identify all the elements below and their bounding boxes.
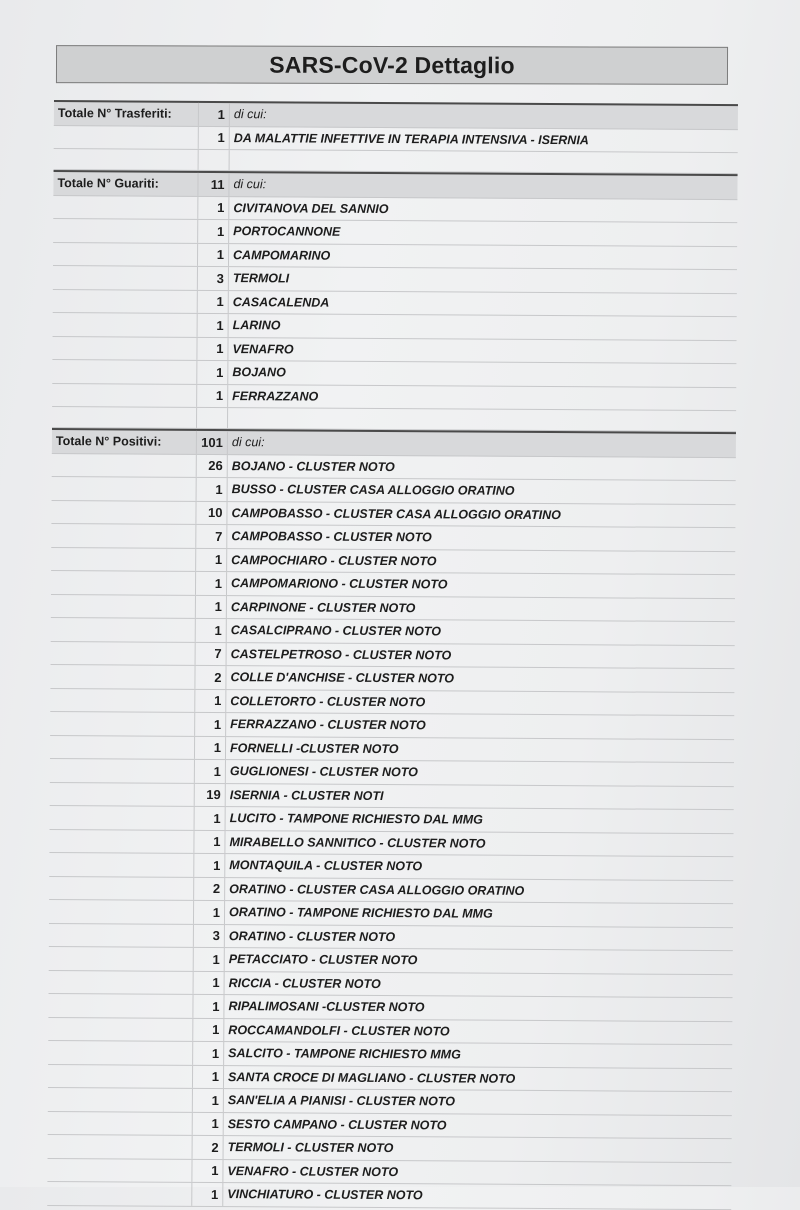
item-count: 2 <box>212 881 221 897</box>
item-description: CIVITANOVA DEL SANNIO <box>228 197 737 223</box>
empty-label-cell <box>52 383 197 406</box>
item-count: 1 <box>212 1022 220 1038</box>
item-count: 1 <box>213 740 222 756</box>
item-description: VINCHIATURO - CLUSTER NOTO <box>222 1183 731 1209</box>
empty-label-cell <box>53 313 198 336</box>
empty-label-cell <box>49 900 194 923</box>
empty-label-cell <box>48 994 193 1017</box>
empty-label-cell <box>48 1064 193 1087</box>
item-description: CASTELPETROSO - CLUSTER NOTO <box>226 643 735 669</box>
empty-label-cell <box>50 806 195 829</box>
item-description: TERMOLI - CLUSTER NOTO <box>223 1136 732 1162</box>
empty-label-cell <box>49 876 194 899</box>
item-description: SAN'ELIA A PIANISI - CLUSTER NOTO <box>223 1089 732 1115</box>
item-count: 1 <box>213 857 221 873</box>
item-count: 3 <box>216 270 224 286</box>
item-count: 1 <box>216 317 224 333</box>
empty-label-cell <box>49 829 194 852</box>
empty-label-cell <box>51 500 196 523</box>
item-description: CAMPOMARIONO - CLUSTER NOTO <box>226 572 735 598</box>
item-count: 1 <box>215 388 224 404</box>
item-description: CARPINONE - CLUSTER NOTO <box>226 596 735 622</box>
item-description: FORNELLI -CLUSTER NOTO <box>225 737 734 763</box>
page-title: SARS-CoV-2 Dettaglio <box>56 45 728 85</box>
empty-label-cell <box>48 1111 193 1134</box>
empty-text-cell <box>229 150 738 173</box>
empty-label-cell <box>51 571 196 594</box>
item-description: RICCIA - CLUSTER NOTO <box>224 972 733 998</box>
empty-label-cell <box>52 453 197 476</box>
item-description: PORTOCANNONE <box>228 220 737 246</box>
item-description: COLLETORTO - CLUSTER NOTO <box>225 690 734 716</box>
table-row <box>47 1182 731 1210</box>
empty-label-cell <box>51 524 196 547</box>
empty-label-cell <box>48 1135 193 1158</box>
detail-table <box>47 100 738 1210</box>
empty-label-cell <box>53 195 198 218</box>
item-count: 1 <box>211 1092 219 1108</box>
item-description: ORATINO - CLUSTER CASA ALLOGGIO ORATINO <box>224 878 733 904</box>
empty-label-cell <box>51 594 196 617</box>
item-description: CASACALENDA <box>228 291 737 317</box>
empty-label-cell <box>49 923 194 946</box>
empty-text-cell <box>227 408 736 431</box>
empty-label-cell <box>50 782 195 805</box>
section-label: Totale N° Guariti: <box>53 172 198 195</box>
empty-label-cell <box>50 735 195 758</box>
empty-label-cell <box>47 1182 192 1205</box>
item-count: 1 <box>214 693 222 709</box>
item-description: CAMPOCHIARO - CLUSTER NOTO <box>226 549 735 575</box>
item-description: CASALCIPRANO - CLUSTER NOTO <box>226 619 735 645</box>
item-description: SANTA CROCE DI MAGLIANO - CLUSTER NOTO <box>223 1066 732 1092</box>
item-count: 1 <box>212 975 220 991</box>
item-count: 1 <box>214 622 222 638</box>
item-description: FERRAZZANO <box>227 385 736 411</box>
item-description: DA MALATTIE INFETTIVE IN TERAPIA INTENSIVA - ISERNIA <box>229 127 738 153</box>
section-total-note: di cui: <box>227 431 736 457</box>
item-description: LARINO <box>228 314 737 340</box>
item-count: 1 <box>216 247 225 263</box>
item-description: SALCITO - TAMPONE RICHIESTO MMG <box>223 1042 732 1068</box>
item-count: 1 <box>216 294 224 310</box>
empty-label-cell <box>50 759 195 782</box>
item-description: MONTAQUILA - CLUSTER NOTO <box>224 854 733 880</box>
empty-label-cell <box>48 1041 193 1064</box>
empty-label-cell <box>50 712 195 735</box>
section-total: 11 <box>210 176 225 192</box>
empty-label-cell <box>53 289 198 312</box>
empty-label-cell <box>48 1017 193 1040</box>
empty-label-cell <box>53 219 198 242</box>
item-description: CAMPOMARINO <box>228 244 737 270</box>
empty-label-cell <box>51 547 196 570</box>
item-count: 1 <box>217 200 225 216</box>
item-description: ISERNIA - CLUSTER NOTI <box>225 784 734 810</box>
item-description: FERRAZZANO - CLUSTER NOTO <box>225 713 734 739</box>
item-count: 1 <box>211 1045 220 1061</box>
item-count: 7 <box>214 646 222 662</box>
item-count: 1 <box>217 130 225 146</box>
empty-label-cell <box>47 1158 192 1181</box>
empty-count-cell <box>197 408 227 428</box>
item-description: ORATINO - CLUSTER NOTO <box>224 925 733 951</box>
item-description: ROCCAMANDOLFI - CLUSTER NOTO <box>223 1019 732 1045</box>
item-count: 2 <box>211 1139 219 1155</box>
item-count: 1 <box>213 810 221 826</box>
item-description: CAMPOBASSO - CLUSTER CASA ALLOGGIO ORATINO <box>226 502 735 528</box>
empty-count-cell <box>199 150 229 170</box>
item-count: 1 <box>212 904 221 920</box>
empty-label-cell <box>50 665 195 688</box>
item-description: BOJANO - CLUSTER NOTO <box>227 455 736 481</box>
item-count: 19 <box>206 787 221 803</box>
item-count: 1 <box>213 763 221 779</box>
section-total-note: di cui: <box>229 103 738 129</box>
item-count: 1 <box>211 1116 219 1132</box>
empty-label-cell <box>52 477 197 500</box>
empty-label-cell <box>49 970 194 993</box>
item-count: 1 <box>211 1069 220 1085</box>
empty-label-cell <box>54 125 199 148</box>
item-description: BUSSO - CLUSTER CASA ALLOGGIO ORATINO <box>227 478 736 504</box>
item-description: LUCITO - TAMPONE RICHIESTO DAL MMG <box>225 807 734 833</box>
item-count: 1 <box>212 951 220 967</box>
item-description: TERMOLI <box>228 267 737 293</box>
empty-label-cell <box>49 853 194 876</box>
empty-label-cell <box>52 336 197 359</box>
empty-label-cell <box>53 242 198 265</box>
empty-label-cell <box>52 360 197 383</box>
item-count: 1 <box>211 1163 219 1179</box>
item-description: ORATINO - TAMPONE RICHIESTO DAL MMG <box>224 901 733 927</box>
item-description: RIPALIMOSANI -CLUSTER NOTO <box>223 995 732 1021</box>
item-count: 1 <box>216 223 225 239</box>
section-label: Totale N° Trasferiti: <box>54 102 199 125</box>
item-count: 7 <box>215 528 223 544</box>
item-count: 1 <box>215 481 223 497</box>
item-description: SESTO CAMPANO - CLUSTER NOTO <box>223 1113 732 1139</box>
section-total-note: di cui: <box>228 173 737 199</box>
item-count: 3 <box>212 928 220 944</box>
item-count: 26 <box>208 458 223 474</box>
empty-label-cell <box>49 947 194 970</box>
item-count: 1 <box>211 1186 219 1202</box>
section-total: 101 <box>201 434 223 450</box>
item-count: 1 <box>214 599 222 615</box>
section-label: Totale N° Positivi: <box>52 430 197 453</box>
item-description: BOJANO <box>227 361 736 387</box>
item-description: GUGLIONESI - CLUSTER NOTO <box>225 760 734 786</box>
item-count: 1 <box>216 341 224 357</box>
section-total: 1 <box>217 106 225 122</box>
empty-label-cell <box>52 407 197 428</box>
item-count: 1 <box>213 716 222 732</box>
empty-label-cell <box>54 149 199 170</box>
item-count: 1 <box>212 998 220 1014</box>
item-description: PETACCIATO - CLUSTER NOTO <box>224 948 733 974</box>
empty-label-cell <box>53 266 198 289</box>
empty-label-cell <box>51 641 196 664</box>
item-count: 1 <box>214 575 223 591</box>
item-count: 2 <box>214 669 222 685</box>
item-description: VENAFRO <box>227 338 736 364</box>
empty-label-cell <box>50 688 195 711</box>
empty-label-cell <box>51 618 196 641</box>
item-count: 10 <box>207 505 223 521</box>
item-description: COLLE D'ANCHISE - CLUSTER NOTO <box>225 666 734 692</box>
item-count: 1 <box>213 834 221 850</box>
item-description: CAMPOBASSO - CLUSTER NOTO <box>226 525 735 551</box>
empty-label-cell <box>48 1088 193 1111</box>
item-description: VENAFRO - CLUSTER NOTO <box>222 1160 731 1186</box>
item-description: MIRABELLO SANNITICO - CLUSTER NOTO <box>224 831 733 857</box>
item-count: 1 <box>216 364 224 380</box>
item-count: 1 <box>214 552 223 568</box>
